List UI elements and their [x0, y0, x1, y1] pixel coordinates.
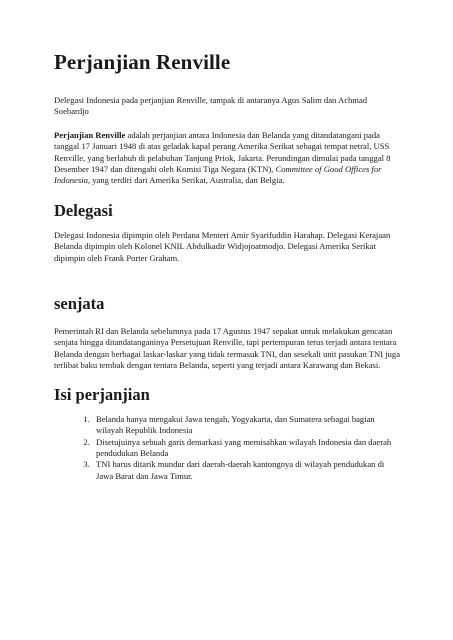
list-item: 3. TNI harus ditarik mundur dari daerah-daerah kantongnya di wilayah pendudukan di Jawa Barat dan Jawa Timur. — [92, 459, 400, 482]
section-heading-senjata: senjata — [54, 294, 105, 314]
intro-text-1: adalah perjanjian antara Indonesia dan Belanda yang ditandatangani pada tanggal 17 Januari 1948 di atas geladak kapal perang Amerika Serikat sebagai tempat netral, USS Renville, yang berlabuh di pelabuhan Tanjung Priok, Jakarta. Perundingan dimulai pada tanggal 8 Desember 1947 dan ditengahi oleh Komisi Tiga Negara (KTN), — [54, 129, 391, 175]
intro-italic-term: Committee of Good Offices for Indonesia — [54, 164, 382, 186]
list-item: 1. Belanda hanya mengakui Jawa tengah, Yogyakarta, dan Sumatera sebagai bagian wilayah Republik Indonesia — [92, 414, 400, 437]
senjata-paragraph: Pemerintah RI dan Belanda sebelumnya pada 17 Agustus 1947 sepakat untuk melakukan gencatan senjata hingga ditandatanganinya Persetujuan Renville, tapi pertempuran terus terjadi antara tentara Belanda dengan berbagai laskar-laskar yang tidak termasuk TNI, dan sesekali unit pasukan TNI juga terlibat baku tembak dengan tentara Belanda, seperti yang terjadi antara Karawang dan Bekasi. — [54, 326, 401, 371]
intro-term: Perjanjian Renville — [54, 129, 126, 140]
image-caption: Delegasi Indonesia pada perjanjian Renville, tampak di antaranya Agus Salim dan Achmad Soebardjo — [54, 95, 368, 117]
intro-text-2: , yang terdiri dari Amerika Serikat, Australia, dan Belgia. — [87, 175, 285, 186]
delegasi-paragraph: Delegasi Indonesia dipimpin oleh Perdana Menteri Amir Syarifuddin Harahap. Delegasi Kerajaan Belanda dipimpin oleh Kolonel KNIL Abdulkadir Widjojoatmodjo. Delegasi Amerika Serikat dipimpin oleh Frank Porter Graham. — [54, 229, 391, 263]
section-heading-delegasi: Delegasi — [54, 200, 113, 220]
section-heading-isi-perjanjian: Isi perjanjian — [54, 384, 150, 404]
list-item: 2. Disetujuinya sebuah garis demarkasi yang memisahkan wilayah Indonesia dan daerah pendudukan Belanda — [92, 437, 400, 460]
agreement-items-list — [54, 414, 400, 482]
intro-paragraph — [54, 130, 400, 187]
page-title: Perjanjian Renville — [54, 50, 231, 74]
